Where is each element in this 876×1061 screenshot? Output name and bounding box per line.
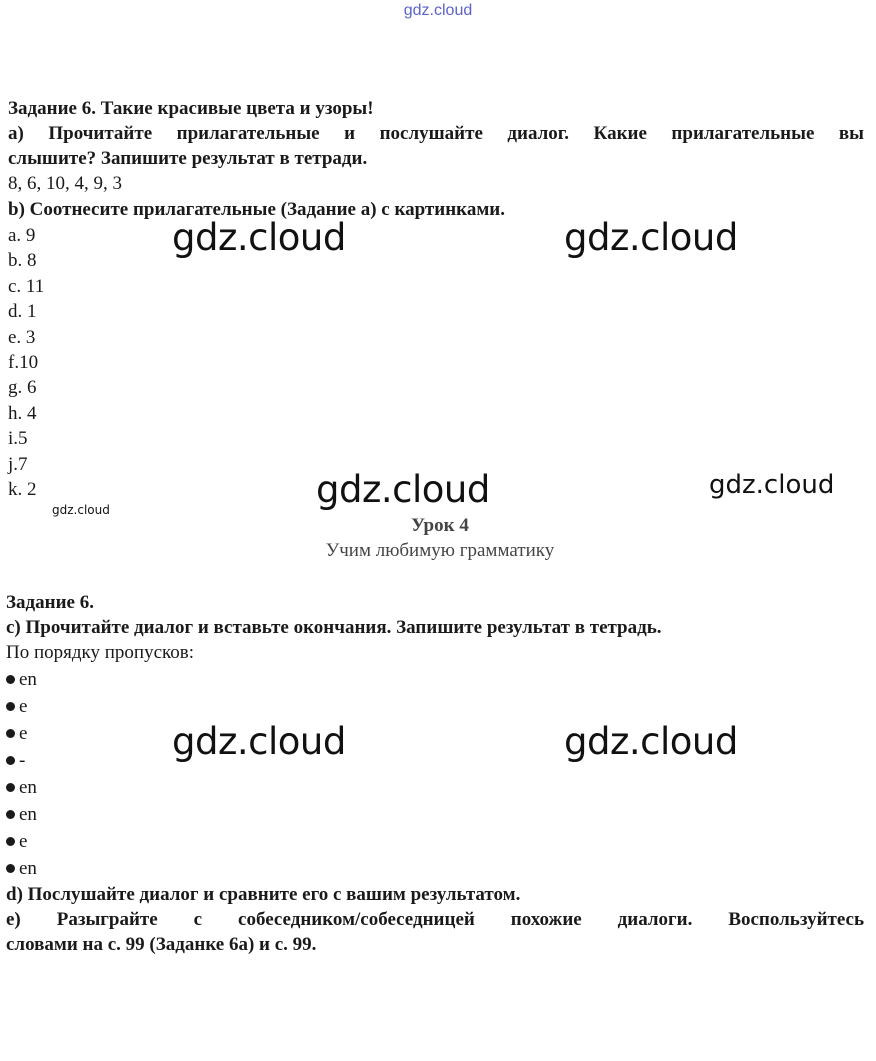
task-a-text-line-2: слышите? Запишите результат в тетради.: [8, 148, 368, 169]
list-item: h. 4: [8, 402, 37, 424]
task-c-text: c) Прочитайте диалог и вставьте окончания. Запишите результат в тетрадь.: [6, 617, 662, 638]
list-item: e: [6, 828, 37, 855]
list-item: f.10: [8, 351, 39, 373]
list-item: en: [6, 801, 37, 828]
list-item: a. 9: [8, 225, 36, 246]
section-2-title: Задание 6.: [6, 592, 94, 613]
list-item: c. 11: [8, 275, 45, 297]
bullet-icon: [6, 810, 15, 819]
bullet-icon: [6, 756, 15, 765]
list-item: e: [6, 693, 37, 720]
bullet-icon: [6, 783, 15, 792]
list-item: g. 6: [8, 377, 37, 399]
list-item: en: [6, 666, 37, 693]
list-item: en: [6, 855, 37, 882]
bullet-icon: [6, 729, 15, 738]
bullet-icon: [6, 702, 15, 711]
watermark-big: gdz.cloud: [316, 468, 490, 511]
watermark-big: gdz.cloud: [564, 216, 738, 259]
watermark-small: gdz.cloud: [52, 503, 110, 517]
watermark-big: gdz.cloud: [172, 720, 346, 763]
task-a-text-line-1: а) Прочитайте прилагательные и послушайте диалог. Какие прилагательные вы: [8, 123, 864, 144]
list-item: k. 2: [8, 478, 37, 500]
bullet-icon: [6, 837, 15, 846]
task-e-text-line-1: e) Разыграйте с собеседником/собеседницей похожие диалоги. Воспользуйтесь: [6, 909, 864, 930]
section-1-title: Задание 6. Такие красивые цвета и узоры!: [8, 98, 374, 119]
watermark-big: gdz.cloud: [564, 720, 738, 763]
list-item: e: [6, 720, 37, 747]
watermark-top: gdz.cloud: [403, 2, 473, 19]
list-item: en: [6, 774, 37, 801]
task-c-intro: По порядку пропусков:: [6, 642, 195, 663]
list-item: i.5: [8, 428, 28, 450]
watermark-medium: gdz.cloud: [709, 470, 835, 500]
list-item: j.7: [8, 453, 28, 475]
list-item: -: [6, 747, 37, 774]
watermark-big: gdz.cloud: [172, 216, 346, 259]
list-item: d. 1: [8, 301, 37, 323]
lesson-subheading: Учим любимую грамматику: [325, 540, 555, 561]
task-c-bullet-list: [6, 666, 37, 882]
task-b-text: b) Соотнесите прилагательные (Задание а) с картинками.: [8, 199, 505, 220]
bullet-icon: [6, 675, 15, 684]
bullet-icon: [6, 864, 15, 873]
task-d-text: d) Послушайте диалог и сравните его с вашим результатом.: [6, 884, 521, 905]
task-b-answer-list: [8, 223, 44, 502]
task-e-text-line-2: словами на с. 99 (Заданке 6а) и с. 99.: [6, 934, 317, 955]
list-item: e. 3: [8, 326, 36, 348]
list-item: b. 8: [8, 250, 37, 272]
task-a-answer: 8, 6, 10, 4, 9, 3: [8, 173, 122, 194]
lesson-heading: Урок 4: [411, 515, 469, 536]
